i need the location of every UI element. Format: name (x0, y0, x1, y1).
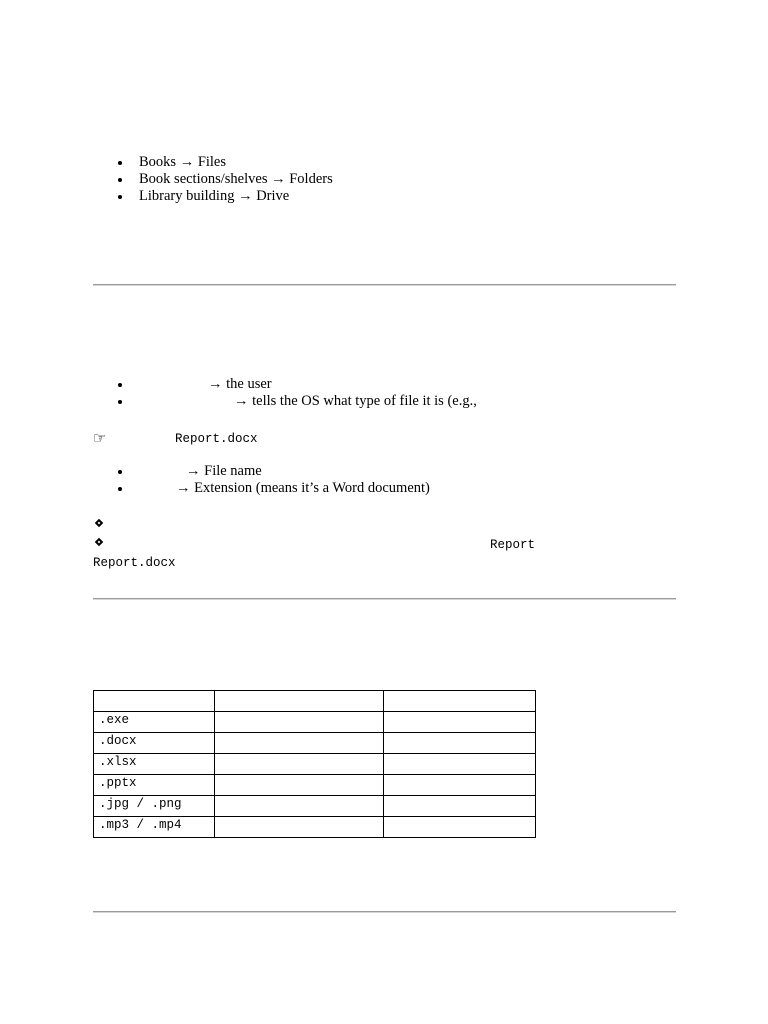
table-cell (215, 712, 384, 733)
bullet-icon (118, 178, 122, 182)
hand-pointing-right-icon: ☞ (93, 429, 107, 447)
list-item: Books → Files (139, 154, 227, 170)
table-header-row (94, 691, 536, 712)
diamond-bullet-icon (95, 519, 103, 527)
table-cell (384, 712, 536, 733)
bullet-icon (118, 161, 122, 165)
bullet-icon (118, 400, 122, 404)
table-row (94, 796, 536, 817)
horizontal-rule (93, 284, 676, 286)
table-row (94, 754, 536, 775)
code-text: Report (490, 538, 536, 552)
table-cell (215, 754, 384, 775)
table-cell: .pptx (94, 775, 215, 796)
table-cell (384, 796, 536, 817)
table-cell (215, 775, 384, 796)
table-cell (384, 754, 536, 775)
table-header-cell (384, 691, 536, 712)
table-cell: .mp3 / .mp4 (94, 817, 215, 838)
table-cell: .xlsx (94, 754, 215, 775)
list-item: → File name (186, 463, 262, 479)
table-row (94, 775, 536, 796)
file-extensions-table (93, 690, 536, 838)
table-cell (215, 733, 384, 754)
list-item: Book sections/shelves → Folders (139, 171, 333, 187)
horizontal-rule (93, 911, 676, 913)
table-cell: .docx (94, 733, 215, 754)
list-item: Library building → Drive (139, 188, 290, 204)
table-row (94, 712, 536, 733)
list-item: → tells the OS what type of file it is (e.g., (234, 393, 477, 409)
table-cell (384, 775, 536, 796)
table-cell (384, 817, 536, 838)
bullet-icon (118, 383, 122, 387)
bullet-icon (118, 487, 122, 491)
table-cell (384, 733, 536, 754)
table-header-cell (215, 691, 384, 712)
table-cell: .jpg / .png (94, 796, 215, 817)
horizontal-rule (93, 598, 676, 600)
table-cell (215, 796, 384, 817)
example-filename: Report.docx (175, 432, 258, 446)
diamond-bullet-icon (95, 538, 103, 546)
code-text: Report.docx (93, 556, 176, 570)
table-cell: .exe (94, 712, 215, 733)
table-row (94, 733, 536, 754)
bullet-icon (118, 470, 122, 474)
table-cell (215, 817, 384, 838)
table-row (94, 817, 536, 838)
list-item: → the user (208, 376, 272, 392)
list-item: → Extension (means it’s a Word document) (176, 480, 430, 496)
bullet-icon (118, 195, 122, 199)
table-header-cell (94, 691, 215, 712)
